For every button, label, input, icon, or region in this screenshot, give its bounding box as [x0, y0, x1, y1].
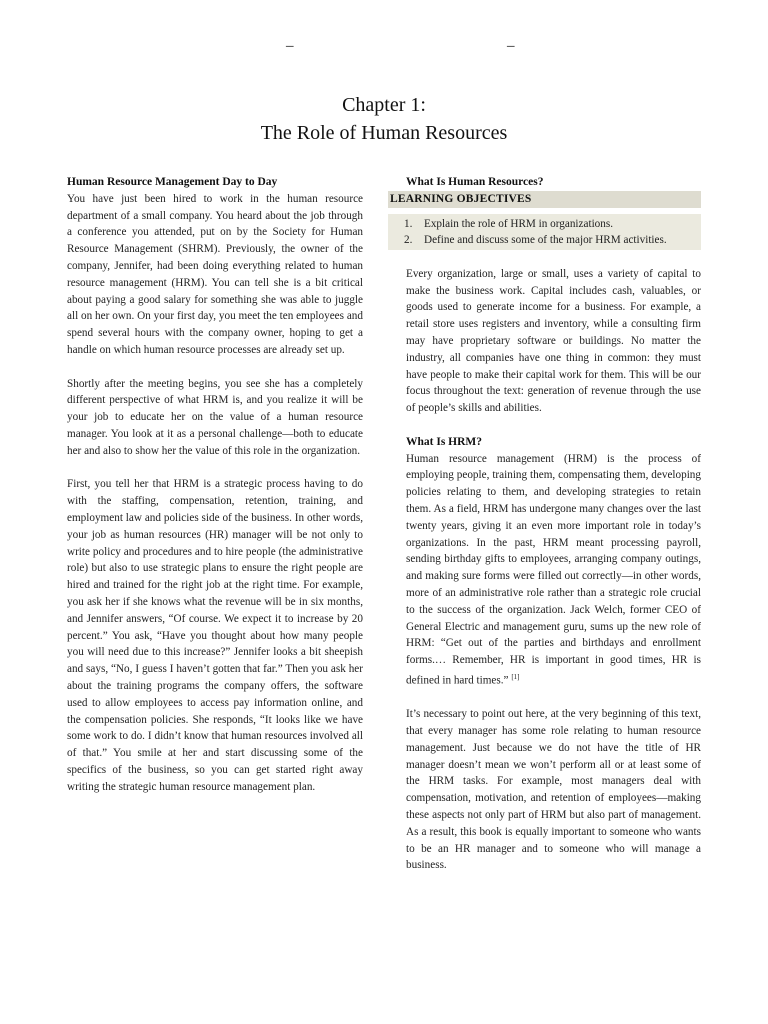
header-left-mark: – [286, 38, 294, 54]
objective-text: Explain the role of HRM in organizations. [424, 217, 614, 230]
chapter-title [0, 92, 768, 146]
right-paragraph-3: It’s necessary to point out here, at the very beginning of this text, that every manager has some role relating to human resource management. Just because we do not have the title of HR manager doesn’t mean we won’t perform all or at least some of the HRM tasks. For example, most managers deal with compensation, motivation, and retention of employees—making these aspects not only part of HRM but also part of management. As a result, this book is equally important to someone who wants to be an HR manager and to someone who will manage a business. [406, 708, 701, 872]
objective-number: 1. [404, 217, 413, 230]
learning-objectives-list [388, 214, 701, 250]
left-paragraph-1: You have just been hired to work in the human resource department of a small company. You heard about the job through a conference you attended, put on by the Society for Human Resource Management (SHRM). Previously, the owner of the company, Jennifer, had been doing everything related to human resource management (HRM). You can tell she is a bit critical about paying a good salary for something she was able to juggle all on her own. On your first day, you meet the ten employees and spend several hours with the company owner, hoping to get a handle on which human resource processes are already set up. [67, 192, 363, 356]
objective-text: Define and discuss some of the major HRM activities. [424, 233, 667, 246]
left-section-heading: Human Resource Management Day to Day [67, 176, 278, 188]
left-column [67, 174, 363, 812]
right-paragraph-2 [406, 451, 701, 690]
chapter-number: Chapter 1: [342, 94, 426, 116]
right-paragraph-2-text: Human resource management (HRM) is the process of employing people, training them, compensating them, developing policies relating to them, and developing strategies to retain them. As a field, HRM has undergone many changes over the last twenty years, giving it an even more important role in today’s organizations. In the past, HRM meant processing payroll, sending birthday gifts to employees, arranging company outings, and making sure forms were filled out correctly—in other words, more of an administrative role rather than a strategic role crucial to the success of the organization. Jack Welch, former CEO of General Electric and management guru, sums up the new role of HRM: “Get out of the parties and birthdays and enrollment forms.… Remember, HR is important in good times, HR is defined in hard times.” [406, 452, 701, 687]
right-paragraph-1: Every organization, large or small, uses a variety of capital to make the business work. Capital includes cash, valuables, or goods used to generate income for a business. For example, a retail store uses registers and inventory, while a consulting firm may have proprietary software or buildings. No matter the industry, all companies have one thing in common: they must have people to make their capital work for them. This will be our focus throughout the text: generation of revenue through the use of people’s skills and abilities. [406, 267, 701, 415]
section-heading-what-is-hrm: What Is HRM? [406, 435, 483, 448]
objective-number: 2. [404, 233, 413, 246]
chapter-name: The Role of Human Resources [260, 122, 508, 144]
left-paragraph-2: Shortly after the meeting begins, you see she has a completely different perspective of what HRM is, and you realize it will be your job to educate her on the value of a human resource manager. You look at it as a personal challenge—both to educate her and also to show her the value of this role in the organization. [67, 377, 363, 457]
right-column [388, 174, 701, 891]
header-right-mark: – [507, 38, 515, 54]
learning-objectives-title: LEARNING OBJECTIVES [388, 191, 701, 208]
section-heading-what-is-hr: What Is Human Resources? [406, 176, 544, 188]
footnote-ref[interactable]: [1] [511, 672, 520, 681]
objective-item [388, 216, 701, 232]
objective-item [388, 232, 701, 248]
left-paragraph-3: First, you tell her that HRM is a strategic process having to do with the staffing, compensation, retention, training, and employment law and policies side of the business. In other words, your job as human resources (HR) manager will be not only to write policy and procedures and to hire people (the administrative role) but also to use strategic plans to ensure the right people are hired and trained for the right job at the right time. For example, you ask her if she knows what the revenue will be in six months, and Jennifer answers, “Of course. We expect it to increase by 20 percent.” You ask, “Have you thought about how many people you will need due to this increase?” Jennifer looks a bit sheepish and says, “No, I guess I haven’t gotten that far.” Then you ask her about the training programs the company offers, the software used to allow employees to access pay information online, and the compensation policies. She responds, “It looks like we have some work to do. I didn’t know that human resources involved all of that.” You smile at her and start discussing some of the specifics of the business, so you can get started right away writing the strategic human resource management plan. [67, 478, 363, 793]
